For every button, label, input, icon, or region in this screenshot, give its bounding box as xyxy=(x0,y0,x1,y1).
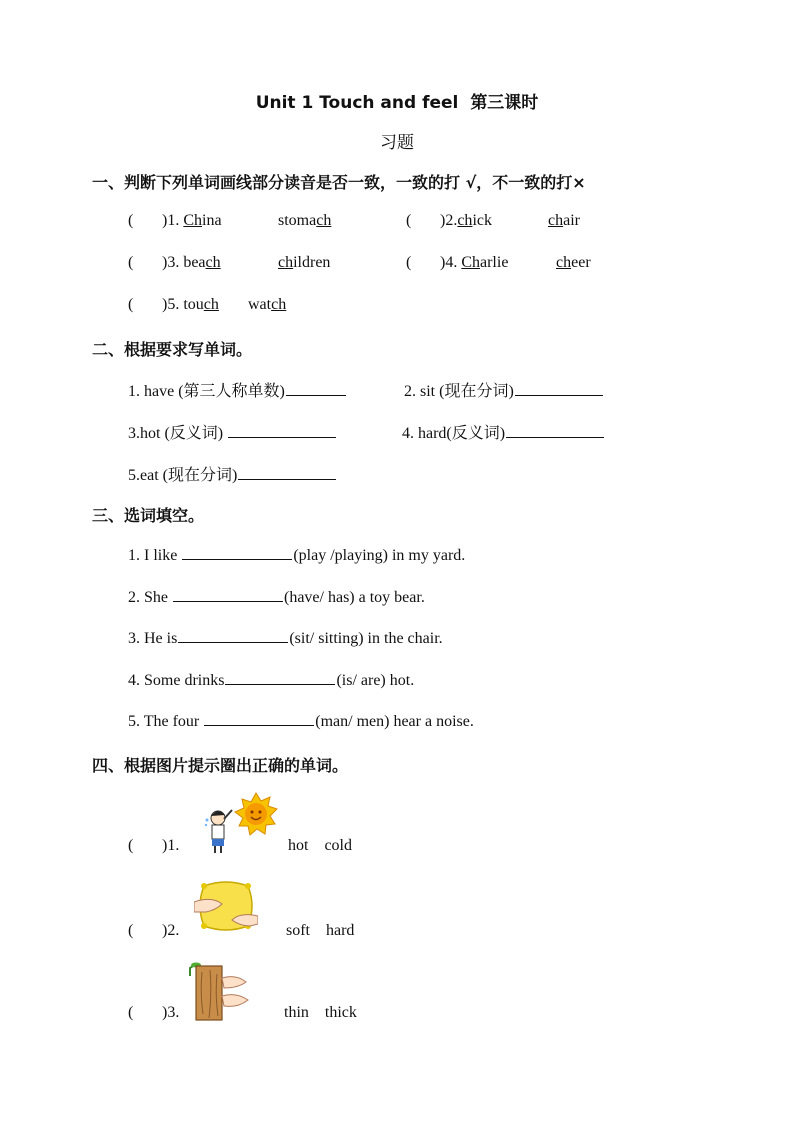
option-word[interactable]: soft xyxy=(286,922,310,939)
page-subtitle: 习题 xyxy=(380,133,414,153)
pillow-hands-icon xyxy=(194,878,258,936)
s2-item-5: 5.eat (现在分词) xyxy=(128,462,337,485)
answer-blank[interactable] xyxy=(225,670,335,685)
s4-item-3-options xyxy=(284,1004,357,1022)
tree-trunk-icon xyxy=(184,962,250,1022)
section-1-heading: 一、判断下列单词画线部分读音是否一致，一致的打 √，不一致的打× xyxy=(92,173,586,192)
answer-blank[interactable] xyxy=(173,587,283,602)
boy-sun-icon xyxy=(200,792,280,854)
s2-item-3: 3.hot (反义词) xyxy=(128,420,337,443)
s4-item-3: ( )3. xyxy=(128,1004,180,1021)
option-word[interactable]: hot xyxy=(288,837,309,854)
s3-item-2: 2. She (have/ has) a toy bear. xyxy=(128,589,425,606)
s1-item-3: ( )3. beach xyxy=(128,254,221,271)
s3-item-5: 5. The four (man/ men) hear a noise. xyxy=(128,713,474,730)
option-word[interactable]: thick xyxy=(324,1004,357,1021)
s2-item-1: 1. have (第三人称单数) xyxy=(128,378,347,401)
s1-item-5: ( )5. touch xyxy=(128,296,219,313)
page-title xyxy=(0,88,794,113)
s1-item-4-word2: cheer xyxy=(556,254,591,271)
s4-item-2-options xyxy=(286,922,354,940)
answer-blank[interactable] xyxy=(182,545,292,560)
title-english: Unit 1 Touch and feel xyxy=(255,93,459,113)
section-3-heading: 三、选词填空。 xyxy=(92,506,205,525)
s4-item-1: ( )1. xyxy=(128,837,180,854)
section-2-heading: 二、根据要求写单词。 xyxy=(92,340,253,359)
s1-item-2: ( )2.chick xyxy=(406,212,492,229)
answer-blank[interactable] xyxy=(178,628,288,643)
s3-item-4: 4. Some drinks (is/ are) hot. xyxy=(128,672,415,689)
s1-item-2-word2: chair xyxy=(548,212,580,229)
s3-item-3: 3. He is (sit/ sitting) in the chair. xyxy=(128,630,443,647)
answer-blank[interactable] xyxy=(515,381,603,396)
s1-item-3-word2: children xyxy=(278,254,331,271)
title-chinese: 第三课时 xyxy=(470,93,539,113)
s4-item-2: ( )2. xyxy=(128,922,180,939)
s2-item-2: 2. sit (现在分词) xyxy=(404,378,604,401)
option-word[interactable]: cold xyxy=(324,837,352,854)
answer-blank[interactable] xyxy=(238,465,336,480)
s1-item-5-word2: watch xyxy=(248,296,287,313)
option-word[interactable]: thin xyxy=(284,1004,309,1021)
answer-blank[interactable] xyxy=(228,423,336,438)
s1-item-1: ( )1. China xyxy=(128,212,222,229)
section-4-heading: 四、根据图片提示圈出正确的单词。 xyxy=(92,756,349,775)
s1-item-4: ( )4. Charlie xyxy=(406,254,509,271)
answer-blank[interactable] xyxy=(286,381,346,396)
s2-item-4: 4. hard(反义词) xyxy=(402,420,605,443)
s4-item-1-options xyxy=(288,837,352,855)
answer-blank[interactable] xyxy=(506,423,604,438)
s1-item-1-word2: stomach xyxy=(278,212,332,229)
s3-item-1: 1. I like (play /playing) in my yard. xyxy=(128,547,466,564)
option-word[interactable]: hard xyxy=(326,922,355,939)
answer-blank[interactable] xyxy=(204,711,314,726)
